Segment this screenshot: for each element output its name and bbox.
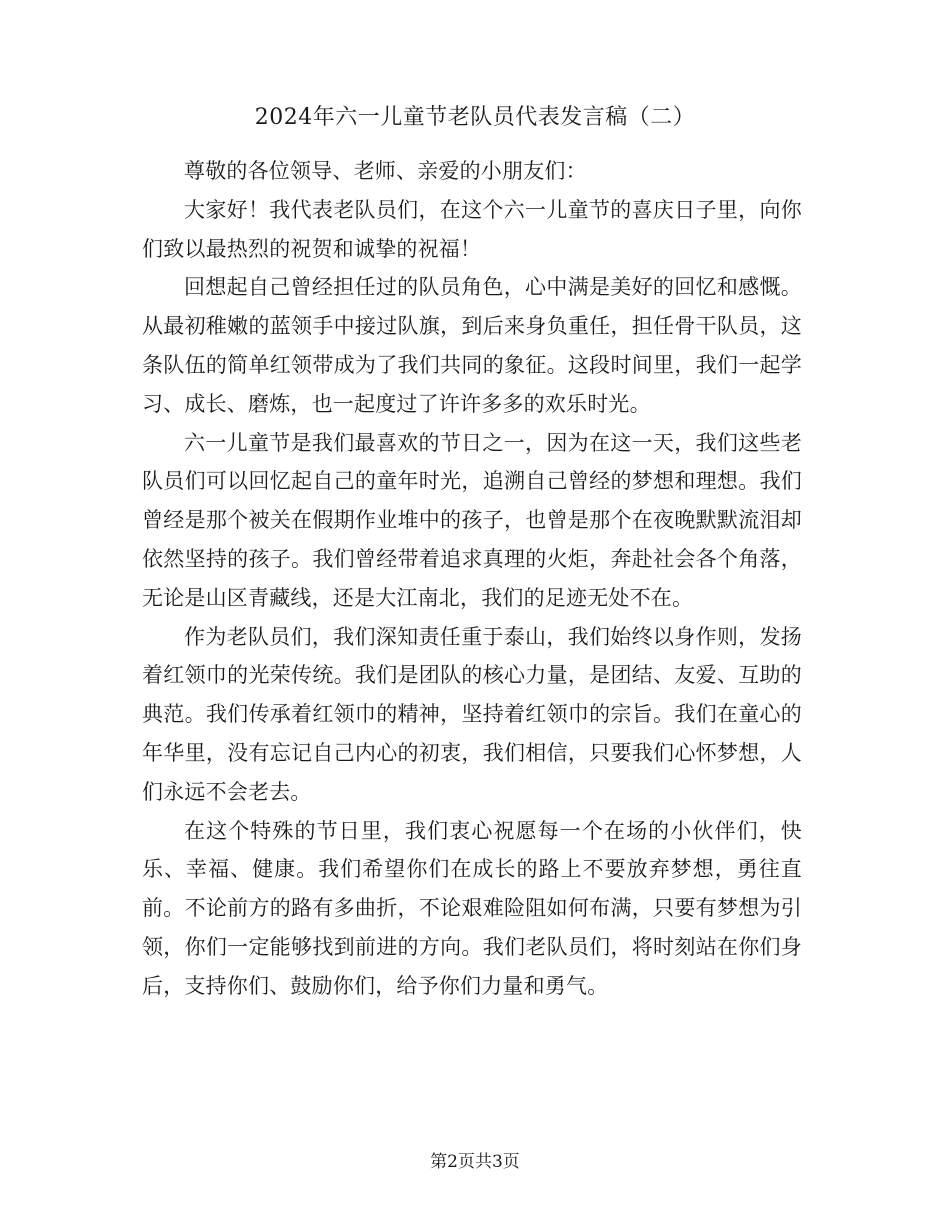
document-title: 2024年六一儿童节老队员代表发言稿（二） bbox=[254, 105, 696, 130]
paragraph-responsibility: 作为老队员们，我们深知责任重于泰山，我们始终以身作则，发扬着红领巾的光荣传统。我们是团队的核心力量，是团结、友爱、互助的典范。我们传承着红领巾的精神，坚持着红领巾的宗旨。我们在童心的年华里，没有忘记自己内心的初衷，我们相信，只要我们心怀梦想，人们永远不会老去。 bbox=[142, 624, 802, 804]
paragraph-wishes: 在这个特殊的节日里，我们衷心祝愿每一个在场的小伙伴们，快乐、幸福、健康。我们希望你们在成长的路上不要放弃梦想，勇往直前。不论前方的路有多曲折，不论艰难险阻如何布满，只要有梦想为引领，你们一定能够找到前进的方向。我们老队员们，将时刻站在你们身后，支持你们、鼓励你们，给予你们力量和勇气。 bbox=[142, 818, 802, 998]
document-body bbox=[142, 152, 802, 1006]
paragraph-salutation: 尊敬的各位领导、老师、亲爱的小朋友们： bbox=[184, 159, 587, 183]
paragraph-childrens-day: 六一儿童节是我们最喜欢的节日之一，因为在这一天，我们这些老队员们可以回忆起自己的童年时光，追溯自己曾经的梦想和理想。我们曾经是那个被关在假期作业堆中的孩子，也曾是那个在夜晚默默流泪却依然坚持的孩子。我们曾经带着追求真理的火炬，奔赴社会各个角落，无论是山区青藏线，还是大江南北，我们的足迹无处不在。 bbox=[142, 430, 802, 610]
paragraph-greeting: 大家好！我代表老队员们，在这个六一儿童节的喜庆日子里，向你们致以最热烈的祝贺和诚挚的祝福！ bbox=[142, 197, 802, 261]
page-number-footer: 第2页共3页 bbox=[430, 1152, 520, 1172]
paragraph-memories: 回想起自己曾经担任过的队员角色，心中满是美好的回忆和感慨。从最初稚嫩的蓝领手中接过队旗，到后来身负重任，担任骨干队员，这条队伍的简单红领带成为了我们共同的象征。这段时间里，我们一起学习、成长、磨炼，也一起度过了许许多多的欢乐时光。 bbox=[142, 275, 802, 416]
